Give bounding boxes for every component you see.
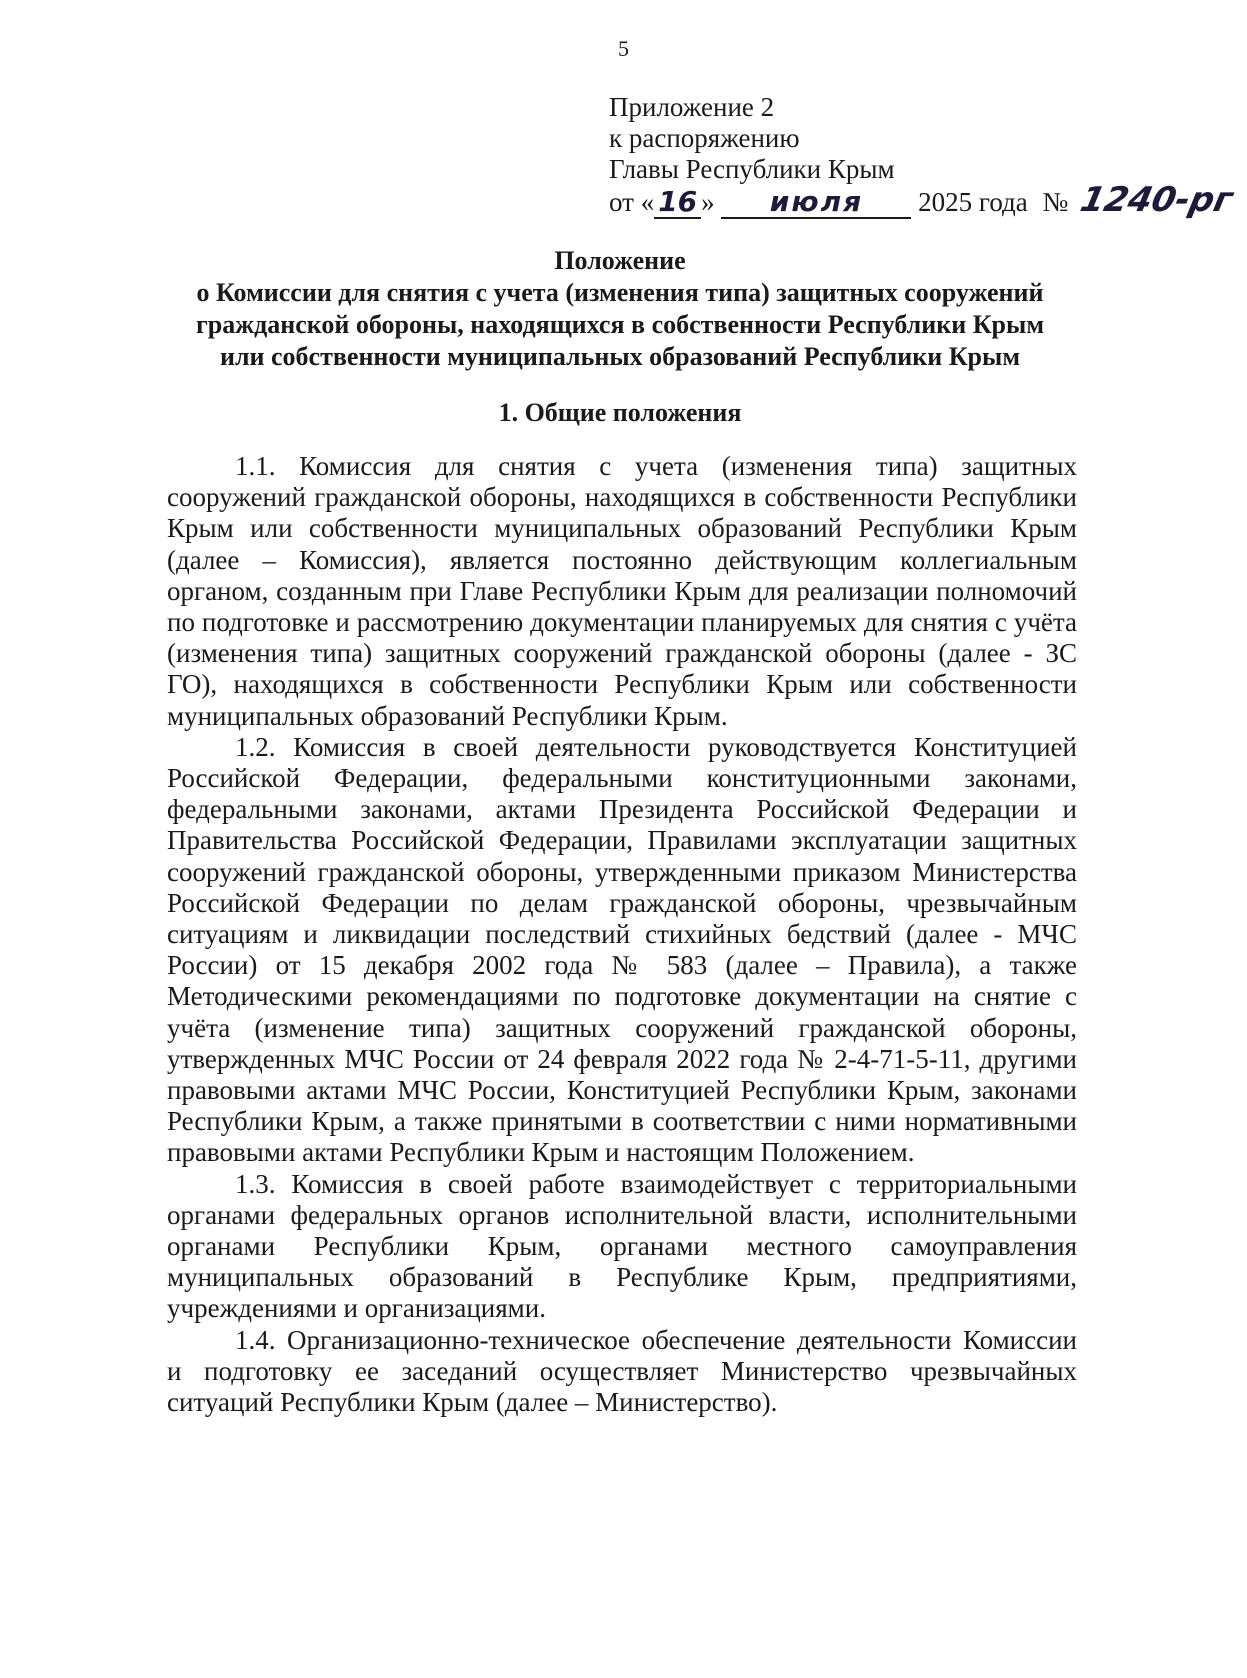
page-number: 5 xyxy=(618,36,629,61)
annex-block xyxy=(609,92,1237,220)
paragraph-1-3: 1.3. Комиссия в своей работе взаимодействует с территориальными органами федеральных органов исполнительной власти, исполнительными органами Республики Крым, органами местного самоуправления муниципальных образований в Республике Крым, предприятиями, учреждениями и организациями. xyxy=(167,1168,1077,1324)
annex-date-line xyxy=(609,180,1237,220)
title-line-2: о Комиссии для снятия с учета (изменения типа) защитных сооружений xyxy=(196,278,1044,307)
date-prefix: от « xyxy=(609,187,655,217)
date-mid: » xyxy=(701,187,715,217)
paragraph-1-4: 1.4. Организационно-техническое обеспечение деятельности Комиссии и подготовку ее заседаний осуществляет Министерство чрезвычайных ситуаций Республики Крым (далее – Министерство). xyxy=(167,1324,1077,1418)
annex-line-3: Главы Республики Крым xyxy=(609,154,895,184)
paragraph-1-1: 1.1. Комиссия для снятия с учета (изменения типа) защитных сооружений гражданской обороны, находящихся в собственности Республики Крым или собственности муниципальных образований Республики Крым (далее – Комиссия), является постоянно действующим коллегиальным органом, созданным при Главе Республики Крым для реализации полномочий по подготовке и рассмотрению документации планируемых для снятия с учёта (изменения типа) защитных сооружений гражданской обороны (далее - ЗС ГО), находящихся в собственности Республики Крым или собственности муниципальных образований Республики Крым. xyxy=(167,451,1077,731)
title-line-1: Положение xyxy=(554,246,686,275)
paragraph-1-2: 1.2. Комиссия в своей деятельности руководствуется Конституцией Российской Федерации, федеральными конституционными законами, федеральными законами, актами Президента Российской Федерации и Правительства Российской Федерации, Правилами эксплуатации защитных сооружений гражданской обороны, утвержденными приказом Министерства Российской Федерации по делам гражданской обороны, чрезвычайным ситуациям и ликвидации последствий стихийных бедствий (далее - МЧС России) от 15 декабря 2002 года № 583 (далее – Правила), а также Методическими рекомендациями по подготовке документации на снятие с учёта (изменение типа) защитных сооружений гражданской обороны, утвержденных МЧС России от 24 февраля 2022 года № 2-4-71-5-11, другими правовыми актами МЧС России, Конституцией Республики Крым, законами Республики Крым, а также принятыми в соответствии с ними нормативными правовыми актами Республики Крым и настоящим Положением. xyxy=(167,731,1077,1168)
date-year: 2025 года xyxy=(918,187,1028,217)
title-line-4: или собственности муниципальных образований Республики Крым xyxy=(219,342,1021,371)
section-heading: 1. Общие положения xyxy=(498,398,742,427)
handwritten-number: 1240-рг xyxy=(1076,180,1237,220)
handwritten-day: 16 xyxy=(654,186,701,219)
number-sign: № xyxy=(1042,187,1069,217)
title-line-3: гражданской обороны, находящихся в собственности Республики Крым xyxy=(195,310,1045,339)
annex-line-2: к распоряжению xyxy=(609,123,800,153)
annex-line-1: Приложение 2 xyxy=(609,92,775,122)
document-title xyxy=(160,245,1080,373)
section-body xyxy=(167,451,1077,1418)
handwritten-month: июля xyxy=(721,186,911,219)
